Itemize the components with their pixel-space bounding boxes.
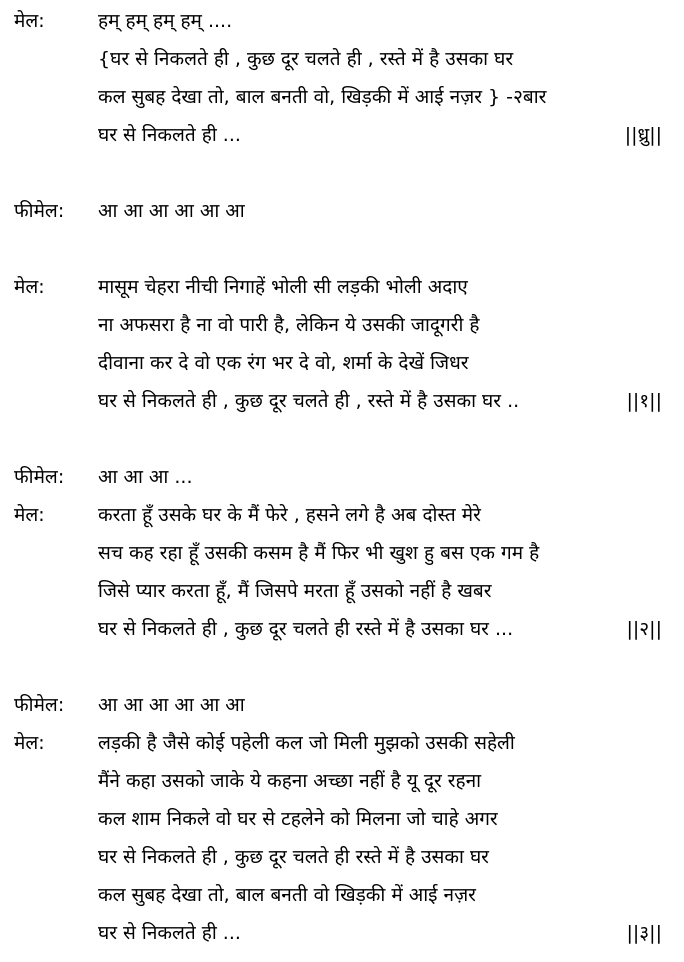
lyric-line [0,306,684,344]
speaker-label: फीमेल: [14,466,65,488]
lyric-text: लड़की है जैसे कोई पहेली कल जो मिली मुझको उसकी सहेली [98,732,515,754]
lyric-text: हम् हम् हम् हम् .... [98,10,233,32]
lyric-line [0,78,684,116]
lyric-text: करता हूँ उसके घर के मैं फेरे , हसने लगे है अब दोस्त मेरे [98,504,481,526]
lyric-text: घर से निकलते ही ... [98,922,241,944]
lyric-line [0,914,684,952]
lyric-line [0,116,684,154]
speaker-label: मेल: [14,732,45,754]
lyric-line [0,2,684,40]
lyric-text: घर से निकलते ही , कुछ दूर चलते ही रस्ते में है उसका घर [98,846,489,868]
lyric-text: सच कह रहा हूँ उसकी कसम है मैं फिर भी खुश हु बस एक गम है [98,542,540,564]
lyric-text: घर से निकलते ही ... [98,124,241,146]
lyric-line [0,876,684,914]
stanza-marker: ||३|| [626,922,662,944]
speaker-label: मेल: [14,276,45,298]
lyric-line [0,572,684,610]
lyric-text: ना अफसरा है ना वो पारी है, लेकिन ये उसकी जादूगरी है [98,314,480,336]
speaker-label: फीमेल: [14,200,65,222]
lyric-text: घर से निकलते ही , कुछ दूर चलते ही रस्ते में है उसका घर ... [98,618,514,640]
lyric-line [0,458,684,496]
lyric-text: मैंने कहा उसको जाके ये कहना अच्छा नहीं है यू दूर रहना [98,770,482,792]
lyric-line [0,686,684,724]
lyric-text: आ आ आ आ आ आ [98,694,245,716]
lyric-line [0,762,684,800]
lyric-text: दीवाना कर दे वो एक रंग भर दे वो, शर्मा के देखें जिधर [98,352,469,374]
stanza-marker: ||ध्रु|| [624,124,662,146]
lyric-text: {घर से निकलते ही , कुछ दूर चलते ही , रस्ते में है उसका घर [98,48,514,70]
lyric-line [0,192,684,230]
lyric-text: कल शाम निकले वो घर से टहलेने को मिलना जो चाहे अगर [98,808,498,830]
lyric-line [0,382,684,420]
lyric-text: घर से निकलते ही , कुछ दूर चलते ही , रस्ते में है उसका घर .. [98,390,520,412]
lyric-line [0,344,684,382]
lyric-text: कल सुबह देखा तो, बाल बनती वो खिड़की में आई नज़र [98,884,476,906]
lyric-line [0,268,684,306]
lyric-text: मासूम चेहरा नीची निगाहें भोली सी लड़की भोली अदाए [98,276,468,298]
stanza-marker: ||२|| [626,618,662,640]
stanza-marker: ||१|| [626,390,662,412]
lyric-text: आ आ आ ... [98,466,193,488]
speaker-label: मेल: [14,10,45,32]
speaker-label: फीमेल: [14,694,65,716]
lyric-text: आ आ आ आ आ आ [98,200,245,222]
lyric-line [0,800,684,838]
lyric-text: कल सुबह देखा तो, बाल बनती वो, खिड़की में आई नज़र } -२बार [98,86,547,108]
lyric-line [0,534,684,572]
speaker-label: मेल: [14,504,45,526]
lyric-line [0,40,684,78]
lyric-text: जिसे प्यार करता हूँ, मैं जिसपे मरता हूँ उसको नहीं है खबर [98,580,492,602]
lyric-line [0,496,684,534]
lyric-line [0,838,684,876]
lyric-line [0,610,684,648]
lyric-line [0,724,684,762]
